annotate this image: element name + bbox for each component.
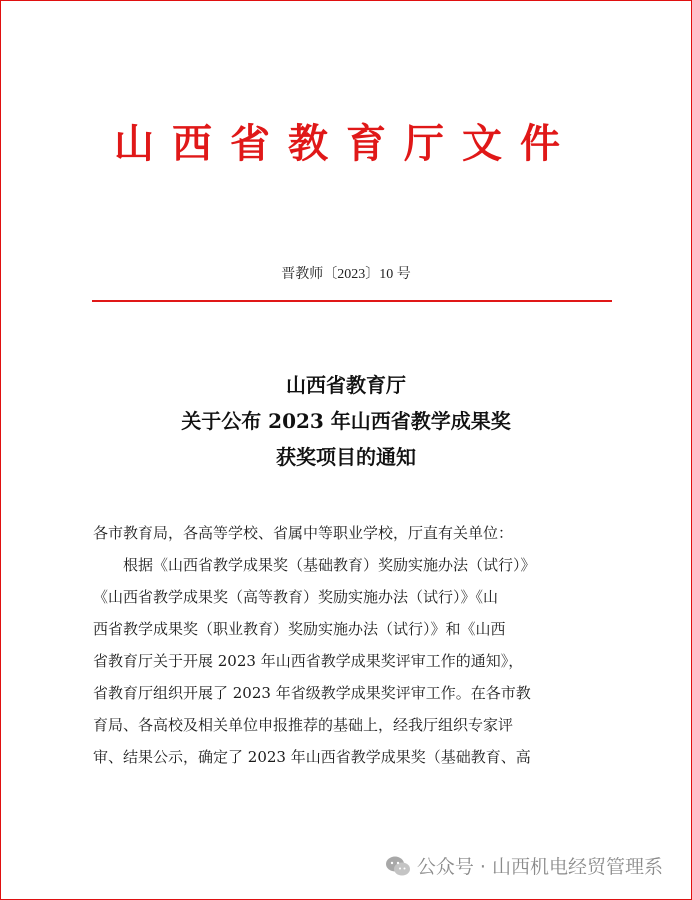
body-line: 审、结果公示，确定了 2023 年山西省教学成果奖（基础教育、高 xyxy=(93,748,531,766)
body-line: 西省教学成果奖（职业教育）奖励实施办法（试行）》和《山西 xyxy=(93,620,506,638)
body-line: 《山西省教学成果奖（高等教育）奖励实施办法（试行）》《山 xyxy=(93,588,499,606)
body-line: 省教育厅组织开展了 2023 年省级教学成果奖评审工作。在各市教 xyxy=(93,684,531,702)
document-number: 晋教师〔2023〕10 号 xyxy=(281,267,411,282)
notice-title-line-1: 山西省教育厅 xyxy=(286,373,406,397)
red-divider xyxy=(92,300,612,302)
notice-title xyxy=(1,367,691,475)
body-line: 育局、各高校及相关单位申报推荐的基础上，经我厅组织专家评 xyxy=(93,716,514,734)
notice-title-line-3: 获奖项目的通知 xyxy=(276,445,416,469)
notice-body xyxy=(93,517,615,773)
document-header-title: 山西省教育厅文件 xyxy=(114,120,578,167)
body-line: 省教育厅关于开展 2023 年山西省教学成果奖评审工作的通知》， xyxy=(93,652,524,670)
wechat-icon xyxy=(385,855,411,877)
body-line: 根据《山西省教学成果奖（基础教育）奖励实施办法（试行）》 xyxy=(123,556,536,574)
wechat-watermark xyxy=(385,852,663,879)
watermark-text: 公众号 · 山西机电经贸管理系 xyxy=(416,856,663,878)
notice-title-line-2: 关于公布 2023 年山西省教学成果奖 xyxy=(181,409,511,433)
body-salutation: 各市教育局，各高等学校、省属中等职业学校，厅直有关单位： xyxy=(93,524,514,542)
